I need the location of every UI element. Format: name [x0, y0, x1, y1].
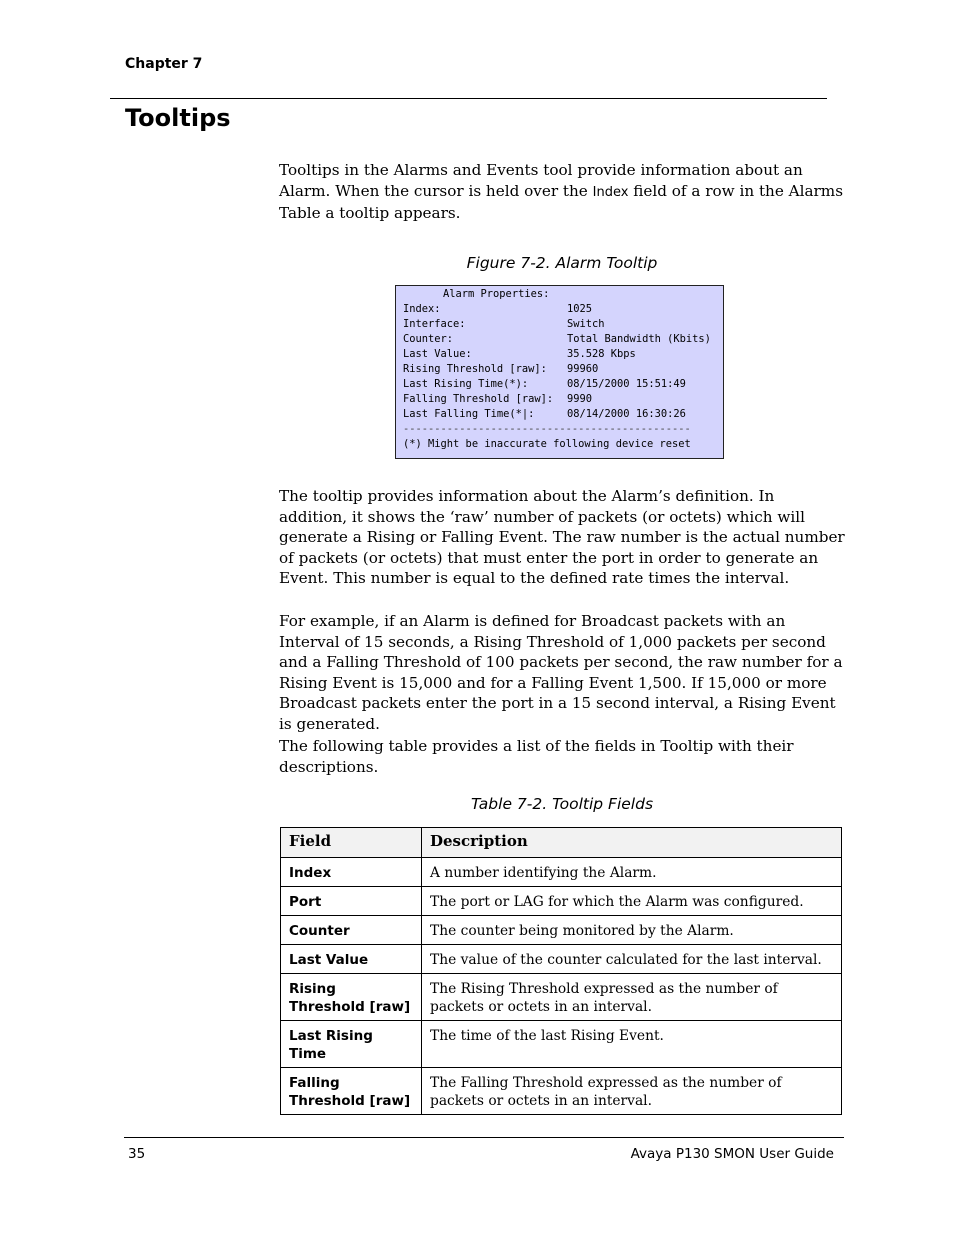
tooltip-row-label: Last Value:: [403, 348, 472, 360]
field-name-cell: Last Value: [281, 945, 422, 974]
field-name-cell: Port: [281, 887, 422, 916]
field-description-cell: The time of the last Rising Event.: [422, 1021, 842, 1068]
intro-text-before: Tooltips in the Alarms and Events tool provide information about an Alarm. When the cursor is held over the: [279, 161, 803, 200]
tooltip-separator: ----------------------------------------------: [403, 423, 691, 435]
index-field-term: Index: [592, 184, 629, 200]
field-description-cell: The port or LAG for which the Alarm was configured.: [422, 887, 842, 916]
tooltip-row: [403, 332, 723, 347]
table-row: [281, 887, 842, 916]
field-name-cell: Counter: [281, 916, 422, 945]
paragraph-table-intro: The following table provides a list of the fields in Tooltip with their descriptions.: [279, 737, 794, 776]
field-name-cell: Index: [281, 858, 422, 887]
tooltip-row-label: Index:: [403, 303, 441, 315]
table-row: [281, 858, 842, 887]
field-description-cell: The value of the counter calculated for the last interval.: [422, 945, 842, 974]
tooltip-row: [403, 347, 723, 362]
tooltip-row-value: Switch: [567, 318, 605, 330]
paragraph-tooltip-description: The tooltip provides information about the Alarm’s definition. In addition, it shows the ‘raw’ number of packets (or octets) which will generate a Rising or Falling Event. The raw number is the actual number of packets (or octets) that must enter the port in order to generate an Event. This number is equal to the defined rate times the interval.: [279, 487, 845, 587]
tooltip-header: Alarm Properties:: [443, 288, 550, 300]
tooltip-row-label: Last Falling Time(*|:: [403, 408, 535, 420]
tooltip-note: (*) Might be inaccurate following device reset: [403, 438, 691, 450]
table-row: [281, 1021, 842, 1068]
guide-title: Avaya P130 SMON User Guide: [630, 1146, 834, 1162]
field-name-cell: Falling Threshold [raw]: [281, 1068, 422, 1115]
alarm-tooltip: [395, 285, 724, 459]
tooltip-row-value: Total Bandwidth (Kbits): [567, 333, 711, 345]
tooltip-row: [403, 377, 723, 392]
column-header-field: Field: [281, 828, 422, 858]
tooltip-row-value: 35.528 Kbps: [567, 348, 636, 360]
field-description-cell: The Falling Threshold expressed as the number of packets or octets in an interval.: [422, 1068, 842, 1115]
chapter-label: Chapter 7: [125, 56, 203, 72]
tooltip-row-value: 08/14/2000 16:30:26: [567, 408, 686, 420]
table-row: [281, 974, 842, 1021]
field-description-cell: A number identifying the Alarm.: [422, 858, 842, 887]
tooltip-row: [403, 407, 723, 422]
tooltip-rows: [403, 302, 723, 422]
tooltip-row-label: Counter:: [403, 333, 454, 345]
table-header-row: [281, 828, 842, 858]
tooltip-row-value: 99960: [567, 363, 599, 375]
column-header-description: Description: [422, 828, 842, 858]
tooltip-fields-table: [280, 827, 842, 1115]
section-title: Tooltips: [125, 104, 231, 132]
table-row: [281, 916, 842, 945]
field-description-cell: The Rising Threshold expressed as the number of packets or octets in an interval.: [422, 974, 842, 1021]
table-row: [281, 1068, 842, 1115]
figure-caption: Figure 7-2. Alarm Tooltip: [466, 254, 658, 272]
tooltip-row: [403, 392, 723, 407]
tooltip-row: [403, 317, 723, 332]
tooltip-row: [403, 362, 723, 377]
tooltip-row-label: Falling Threshold [raw]:: [403, 393, 554, 405]
tooltip-row-value: 1025: [567, 303, 593, 315]
field-description-cell: The counter being monitored by the Alarm.: [422, 916, 842, 945]
table-caption: Table 7-2. Tooltip Fields: [470, 795, 654, 813]
field-name-cell: Last Rising Time: [281, 1021, 422, 1068]
field-name-cell: Rising Threshold [raw]: [281, 974, 422, 1021]
intro-paragraph: [279, 160, 845, 224]
header-rule: [110, 98, 827, 99]
tooltip-row-value: 9990: [567, 393, 593, 405]
tooltip-row-value: 08/15/2000 15:51:49: [567, 378, 686, 390]
paragraph-example: For example, if an Alarm is defined for Broadcast packets with an Interval of 15 seconds, a Rising Threshold of 1,000 packets per second and a Falling Threshold of 100 packets per second, the raw number for a Rising Event is 15,000 and for a Falling Event 1,500. If 15,000 or more Broadcast packets enter the port in a 15 second interval, a Rising Event is generated.: [279, 612, 843, 733]
page-number: 35: [128, 1146, 146, 1162]
tooltip-row-label: Interface:: [403, 318, 466, 330]
table-body: [281, 858, 842, 1115]
tooltip-row-label: Last Rising Time(*):: [403, 378, 529, 390]
tooltip-row: [403, 302, 723, 317]
footer-rule: [124, 1137, 844, 1138]
table-row: [281, 945, 842, 974]
intro-text-after: field of a row in the Alarms Table a tooltip appears.: [279, 181, 843, 222]
tooltip-row-label: Rising Threshold [raw]:: [403, 363, 547, 375]
